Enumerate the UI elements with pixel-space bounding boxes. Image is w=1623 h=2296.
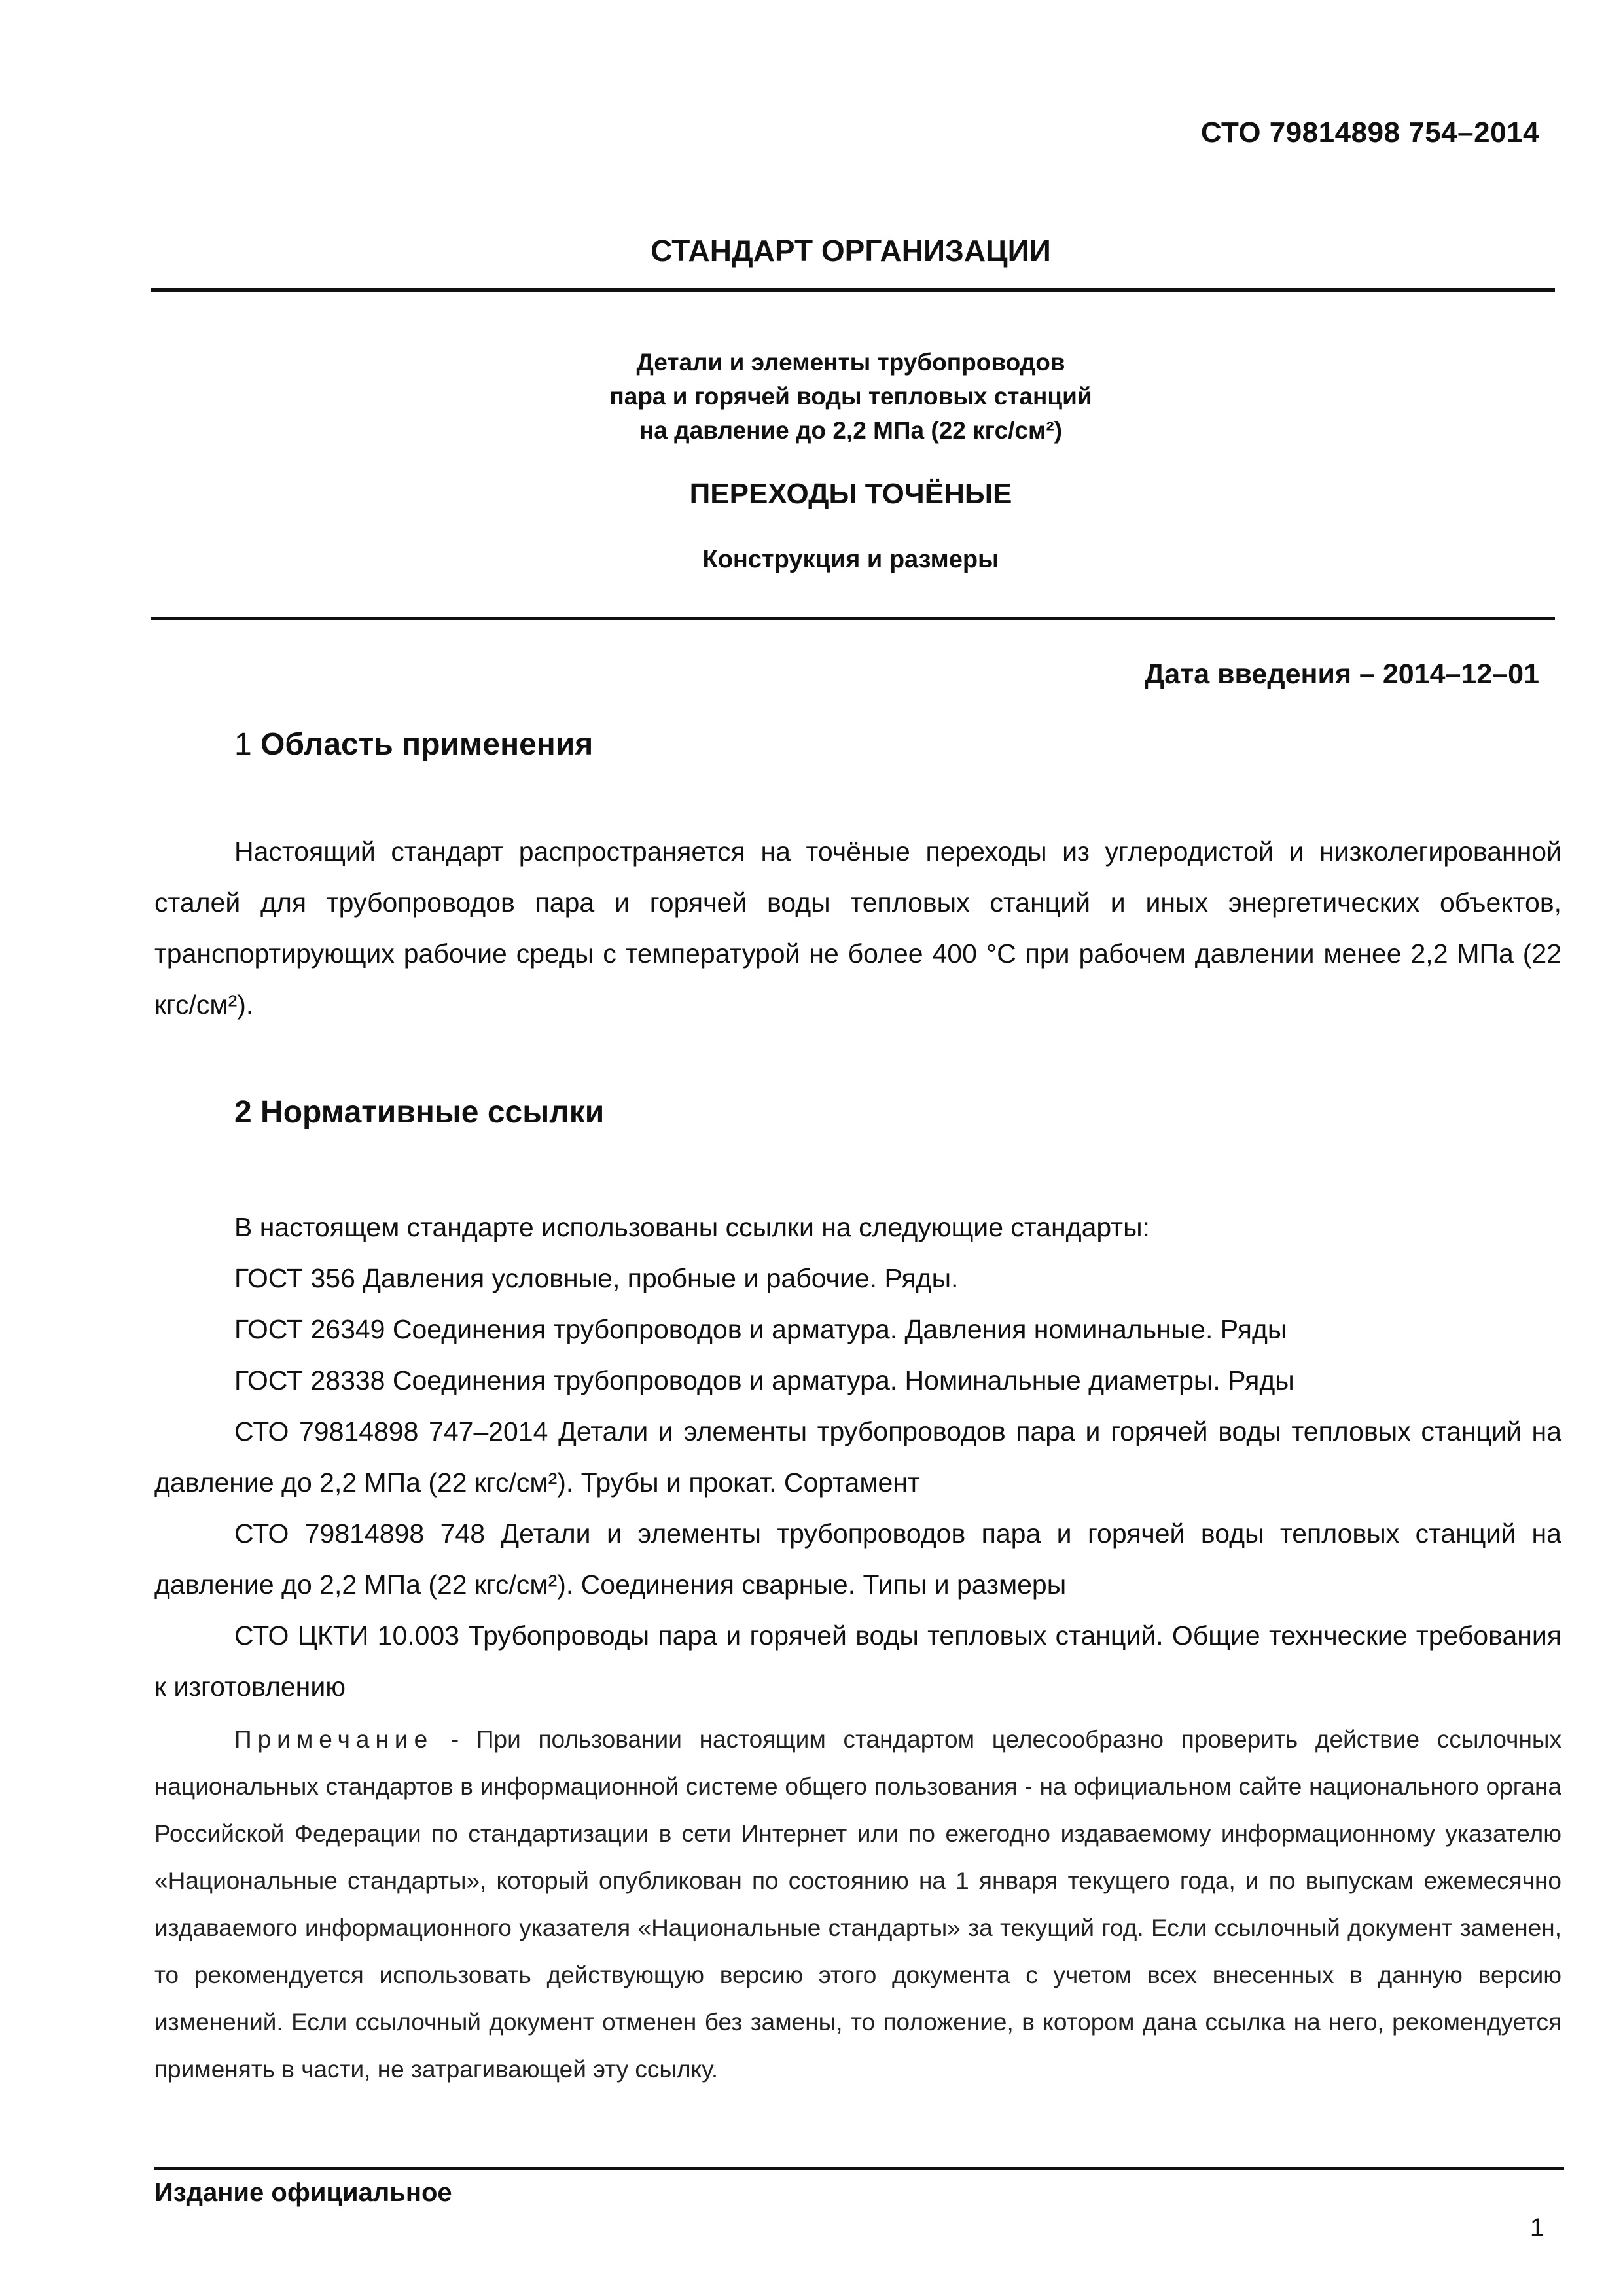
- product-subtitle: Конструкция и размеры: [702, 546, 999, 573]
- note-label: Примечание: [234, 1726, 434, 1753]
- section-1-heading: [234, 726, 593, 762]
- product-title: ПЕРЕХОДЫ ТОЧЁНЫЕ: [689, 478, 1012, 510]
- subtitle-line-2: пара и горячей воды тепловых станций: [609, 383, 1092, 410]
- section-1-title: Область применения: [260, 727, 594, 762]
- footer-divider: [154, 2167, 1564, 2170]
- title-divider: [151, 617, 1555, 620]
- edition-label: Издание официальное: [154, 2178, 452, 2207]
- section-2-heading: [234, 1094, 604, 1130]
- document-code: СТО 79814898 754–2014: [1200, 117, 1539, 149]
- references-note: [154, 1716, 1561, 2093]
- standard-title: СТАНДАРТ ОРГАНИЗАЦИИ: [651, 234, 1051, 268]
- note-text: - При пользовании настоящим стандартом целесообразно проверить действие ссылочных национальных стандартов в информационной системе общего пользования - на официальном сайте национального органа Российской Федерации по стандартизации в сети Интернет или по ежегодно издаваемому информационному указателю «Национальные стандарты», который опубликован по состоянию на 1 января текущего года, и по выпускам ежемесячно издаваемого информационного указателя «Национальные стандарты» за текущий год. Если ссылочный документ заменен, то рекомендуется использовать действующую версию этого документа с учетом всех внесенных в данную версию изменений. Если ссылочный документ отменен без замены, то положение, в котором дана ссылка на него, рекомендуется применять в части, не затрагивающей эту ссылку.: [154, 1726, 1561, 2083]
- section-1-number: 1: [234, 727, 252, 762]
- reference-item: СТО ЦКТИ 10.003 Трубопроводы пара и горячей воды тепловых станций. Общие технческие требования к изготовлению: [154, 1621, 1561, 1702]
- reference-item: ГОСТ 26349 Соединения трубопроводов и арматура. Давления номинальные. Ряды: [234, 1314, 1287, 1344]
- references-list: [154, 1202, 1561, 1712]
- section-1-paragraph: Настоящий стандарт распространяется на точёные переходы из углеродистой и низколегированной сталей для трубопроводов пара и горячей воды тепловых станций и иных энергетических объектов, транспортирующих рабочие среды с температурой не более 400 °С при рабочем давлении менее 2,2 МПа (22 кгс/см²).: [154, 836, 1561, 1020]
- page-number: 1: [1529, 2214, 1544, 2242]
- reference-item: ГОСТ 28338 Соединения трубопроводов и арматура. Номинальные диаметры. Ряды: [234, 1365, 1294, 1395]
- section-2-title: Нормативные ссылки: [260, 1095, 605, 1130]
- references-intro: В настоящем стандарте использованы ссылки на следующие стандарты:: [234, 1212, 1150, 1242]
- section-2-number: 2: [234, 1095, 252, 1130]
- reference-item: СТО 79814898 747–2014 Детали и элементы трубопроводов пара и горячей воды тепловых станций на давление до 2,2 МПа (22 кгс/см²). Трубы и прокат. Сортамент: [154, 1416, 1561, 1498]
- reference-item: СТО 79814898 748 Детали и элементы трубопроводов пара и горячей воды тепловых станций на давление до 2,2 МПа (22 кгс/см²). Соединения сварные. Типы и размеры: [154, 1518, 1561, 1600]
- subtitle-line-1: Детали и элементы трубопроводов: [636, 349, 1065, 376]
- top-divider: [151, 288, 1555, 292]
- document-subtitle: [0, 346, 1623, 448]
- introduction-date: Дата введения – 2014–12–01: [1144, 658, 1539, 690]
- reference-item: ГОСТ 356 Давления условные, пробные и рабочие. Ряды.: [234, 1263, 959, 1293]
- subtitle-line-3: на давление до 2,2 МПа (22 кгс/см²): [639, 417, 1063, 444]
